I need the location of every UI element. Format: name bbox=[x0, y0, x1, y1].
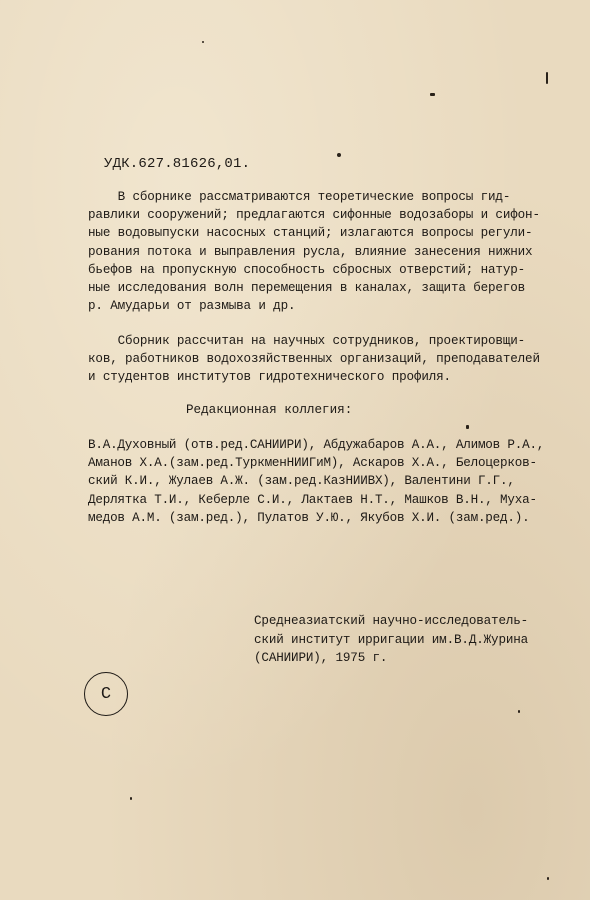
editorial-board-line: медов А.М. (зам.ред.), Пулатов У.Ю., Якубов Х.И. (зам.ред.). bbox=[88, 510, 530, 525]
scan-speck bbox=[430, 93, 435, 96]
udk-code: УДК.627.81626,01. bbox=[104, 156, 251, 172]
audience-line: и студентов институтов гидротехнического профиля. bbox=[88, 370, 451, 385]
editorial-board-line: Дерлятка Т.И., Кеберле С.И., Лактаев Н.Т., Машков В.Н., Муха- bbox=[88, 492, 537, 507]
scan-speck bbox=[547, 877, 549, 880]
annotation-line: бьефов на пропускную способность сбросных отверстий; натур- bbox=[88, 262, 526, 277]
scan-speck bbox=[130, 797, 132, 800]
publisher-line: ский институт ирригации им.В.Д.Журина bbox=[254, 632, 529, 647]
scan-speck bbox=[518, 710, 520, 713]
scan-speck bbox=[546, 72, 548, 84]
annotation-line: рования потока и выправления русла, влияние занесения нижних bbox=[88, 244, 533, 259]
publisher-line: (САНИИРИ), 1975 г. bbox=[254, 651, 388, 665]
editorial-board-line: В.А.Духовный (отв.ред.САНИИРИ), Абдужабаров А.А., Алимов Р.А., bbox=[88, 438, 545, 452]
editorial-board-list bbox=[88, 436, 568, 527]
annotation-line: равлики сооружений; предлагаются сифонные водозаборы и сифон- bbox=[88, 208, 540, 223]
audience-paragraph bbox=[88, 332, 558, 387]
annotation-paragraph bbox=[88, 188, 558, 315]
editorial-board-line: Аманов Х.А.(зам.ред.ТуркменНИИГиМ), Аскаров Х.А., Белоцерков- bbox=[88, 456, 537, 471]
audience-line: ков, работников водохозяйственных организаций, преподавателей bbox=[88, 352, 540, 367]
scan-speck bbox=[337, 153, 341, 157]
publisher-block bbox=[254, 612, 528, 668]
scan-speck bbox=[466, 425, 469, 429]
audience-line: Сборник рассчитан на научных сотрудников, проектировщи- bbox=[88, 334, 526, 348]
annotation-line: ные водовыпуски насосных станций; излагаются вопросы регули- bbox=[88, 226, 533, 241]
annotation-line: р. Амударьи от размыва и др. bbox=[88, 299, 296, 314]
scan-speck bbox=[202, 41, 204, 43]
copyright-symbol: С bbox=[100, 684, 112, 704]
editorial-board-line: ский К.И., Жулаев А.Ж. (зам.ред.КазНИИВХ), Валентини Г.Г., bbox=[88, 474, 515, 489]
editorial-board-title: Редакционная коллегия: bbox=[186, 403, 353, 417]
annotation-line: В сборнике рассматриваются теоретические вопросы гид- bbox=[88, 190, 511, 204]
publisher-line: Среднеазиатский научно-исследователь- bbox=[254, 614, 529, 628]
annotation-line: ные исследования волн перемещения в каналах, защита берегов bbox=[88, 281, 526, 296]
copyright-icon bbox=[84, 672, 128, 716]
